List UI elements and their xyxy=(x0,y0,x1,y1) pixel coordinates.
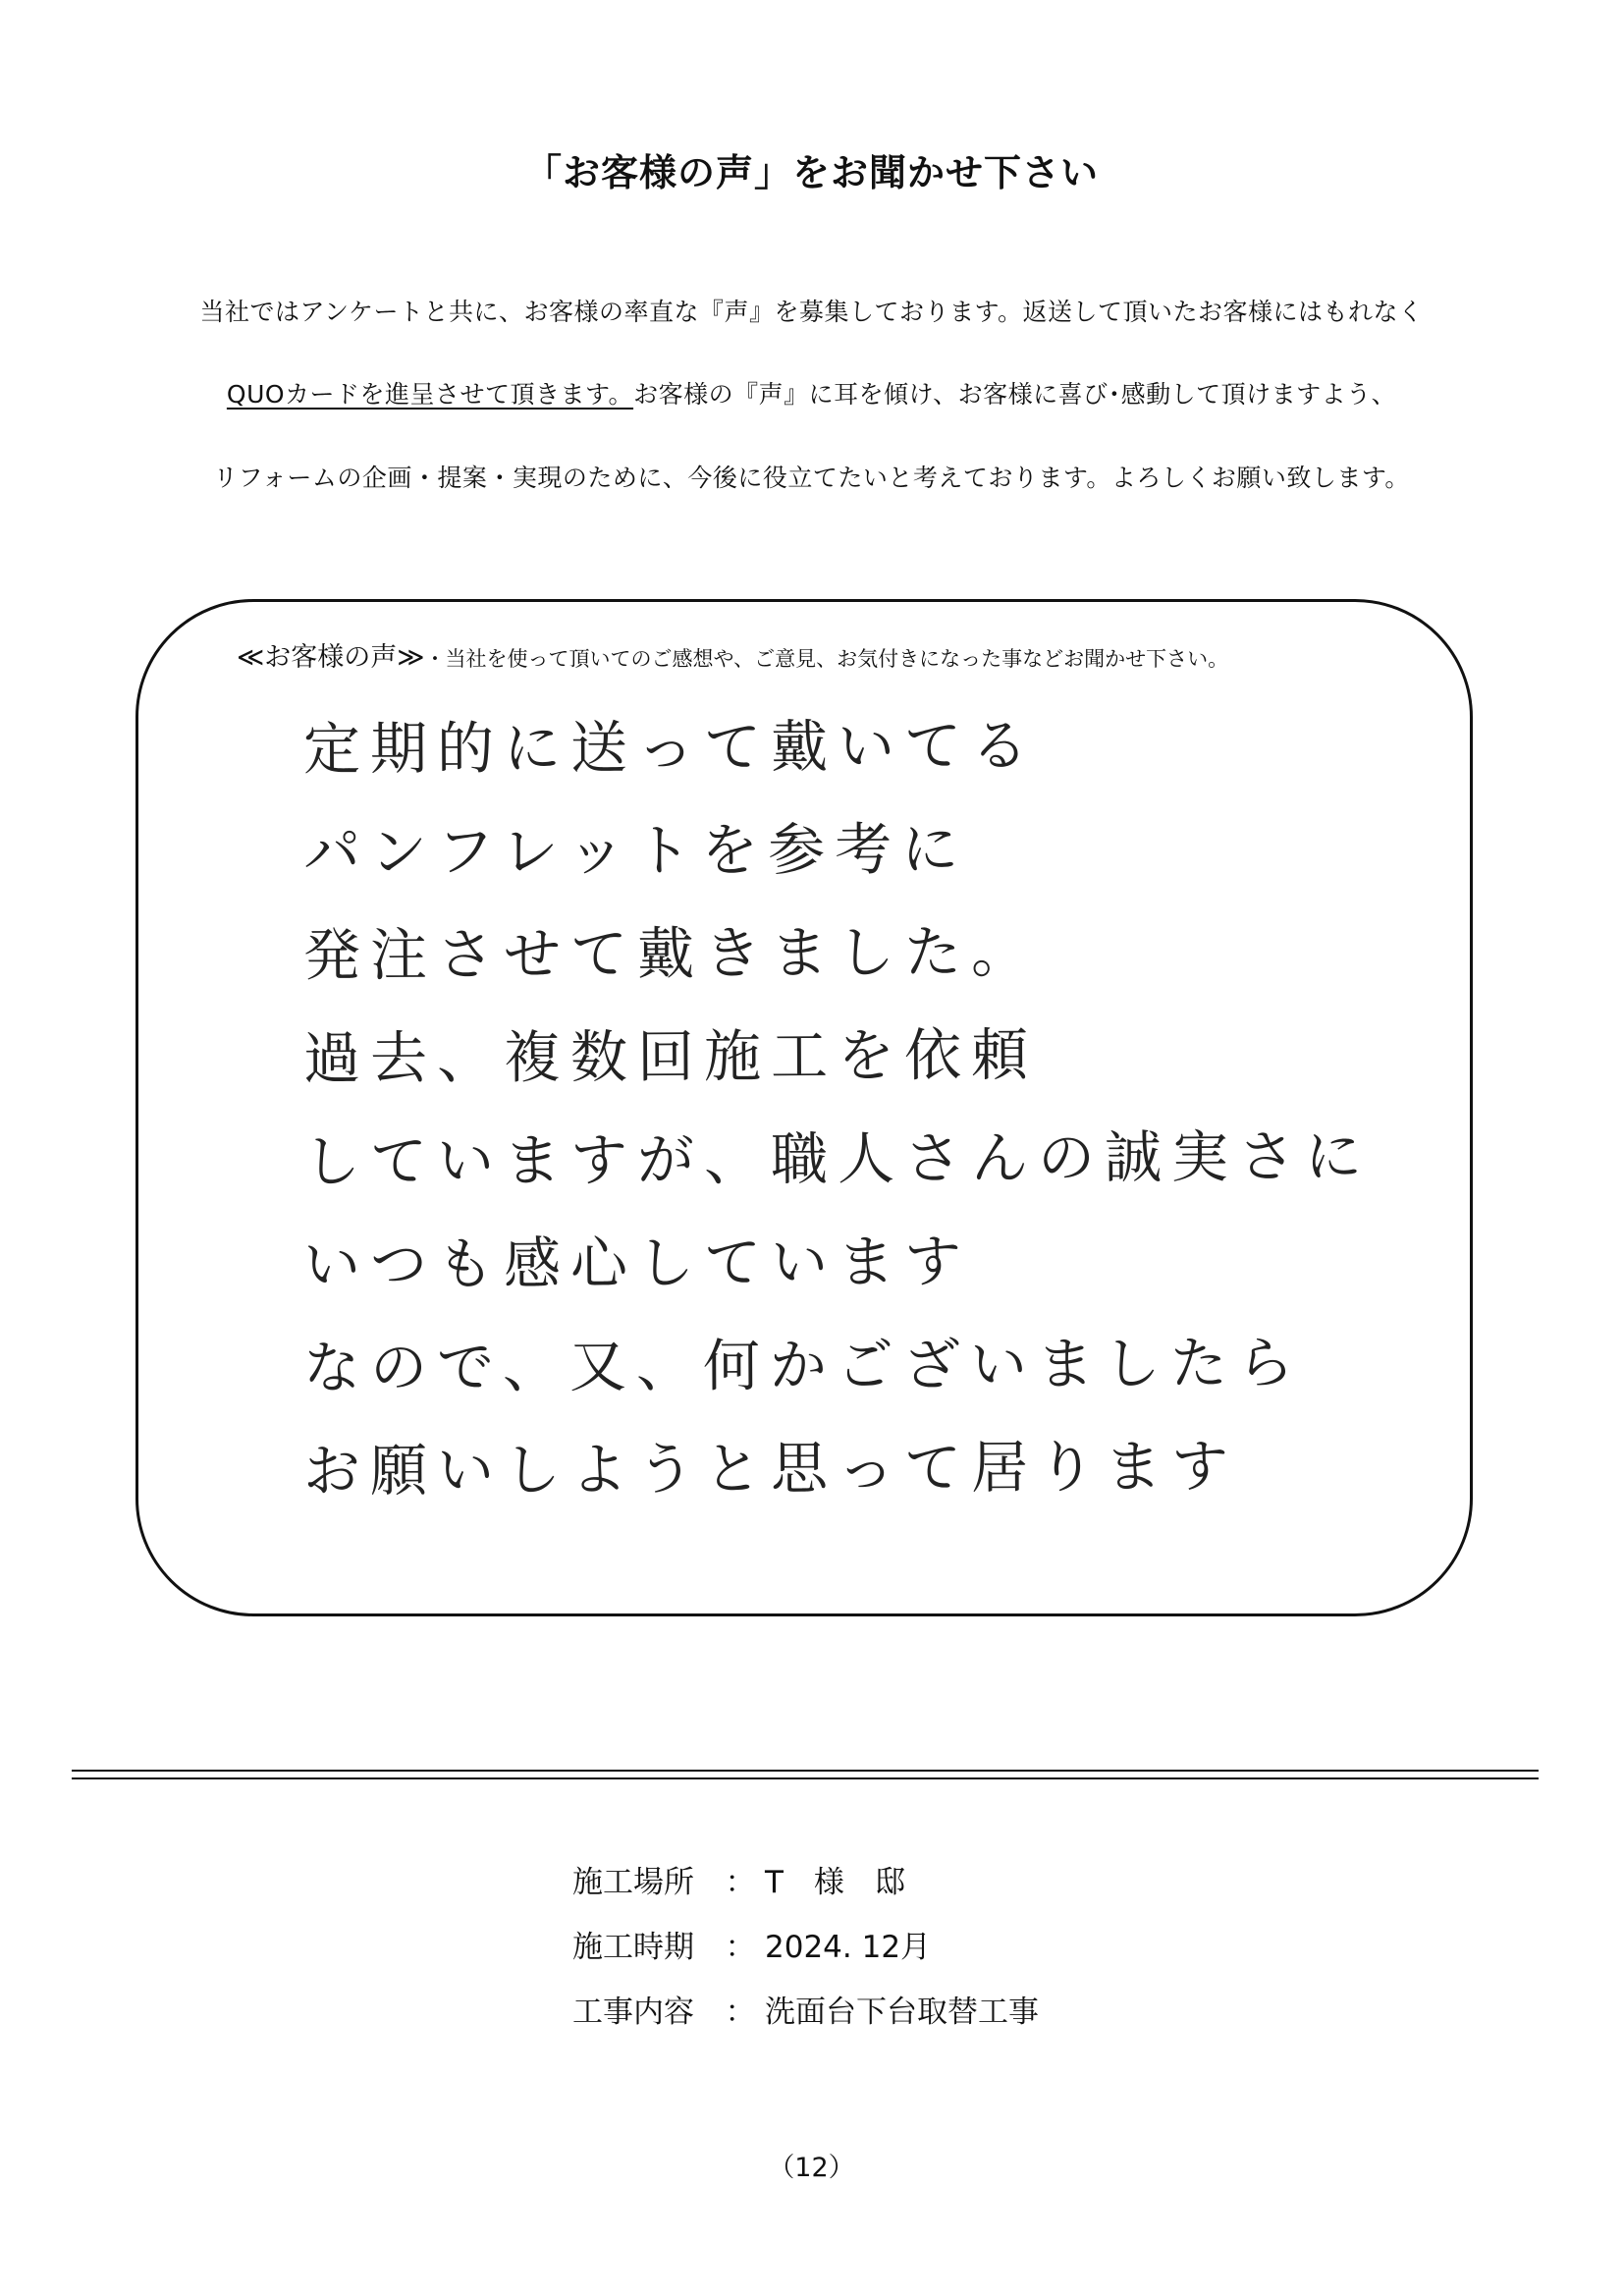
handwritten-line: していますが、職人さんの誠実さに xyxy=(302,1122,1373,1196)
handwritten-comment xyxy=(303,695,1433,1520)
detail-location-value: T 様 邸 xyxy=(765,1865,905,1900)
voice-box-header xyxy=(237,635,1228,674)
voice-box-label: ≪お客様の声≫ xyxy=(237,642,425,673)
page-number: （12） xyxy=(768,2153,855,2183)
handwritten-line: なので、又、何かございましたら xyxy=(302,1329,1305,1402)
detail-location-label: 施工場所 xyxy=(572,1865,694,1900)
handwritten-line: 発注させて戴きました。 xyxy=(302,918,1039,990)
detail-period-value: 2024. 12月 xyxy=(765,1930,932,1965)
handwritten-line: いつも感心しています xyxy=(302,1228,972,1299)
handwritten-line: 定期的に送って戴いてる xyxy=(302,712,1039,784)
intro-quo-card-underlined: QUOカードを進呈させて頂きます。 xyxy=(226,380,634,409)
detail-separator: ： xyxy=(725,1995,756,2030)
detail-content xyxy=(572,1993,1039,2057)
detail-location xyxy=(572,1863,1039,1928)
construction-details xyxy=(572,1863,1039,2057)
intro-line-1: 当社ではアンケートと共に、お客様の率直な『声』を募集しております。返送して頂いたお客様にはもれなく xyxy=(199,298,1424,326)
handwritten-line: お願いしようと思って居ります xyxy=(302,1433,1239,1505)
intro-line-2 xyxy=(0,375,1623,410)
handwritten-line: 過去、複数回施工を依頼 xyxy=(302,1021,1039,1093)
detail-content-value: 洗面台下台取替工事 xyxy=(765,1995,1039,2030)
detail-period-label: 施工時期 xyxy=(572,1930,694,1965)
detail-content-label: 工事内容 xyxy=(572,1995,694,2030)
divider-top xyxy=(72,1770,1539,1772)
detail-period xyxy=(572,1928,1039,1993)
intro-line-3: リフォームの企画・提案・実現のために、今後に役立てたいと考えております。よろしくお願い致します。 xyxy=(213,464,1410,492)
divider-bottom xyxy=(72,1777,1539,1779)
detail-separator: ： xyxy=(725,1865,756,1900)
detail-separator: ： xyxy=(725,1930,756,1965)
handwritten-line: パンフレットを参考に xyxy=(302,815,969,887)
intro-line-2-rest: お客様の『声』に耳を傾け、お客様に喜び･感動して頂けますよう、 xyxy=(633,380,1397,409)
voice-box-prompt: ・当社を使って頂いてのご感想や、ご意見、お気付きになった事などお聞かせ下さい。 xyxy=(424,647,1229,671)
page-title: 「お客様の声」をお聞かせ下さい xyxy=(523,151,1099,194)
customer-voice-box xyxy=(135,599,1473,1616)
